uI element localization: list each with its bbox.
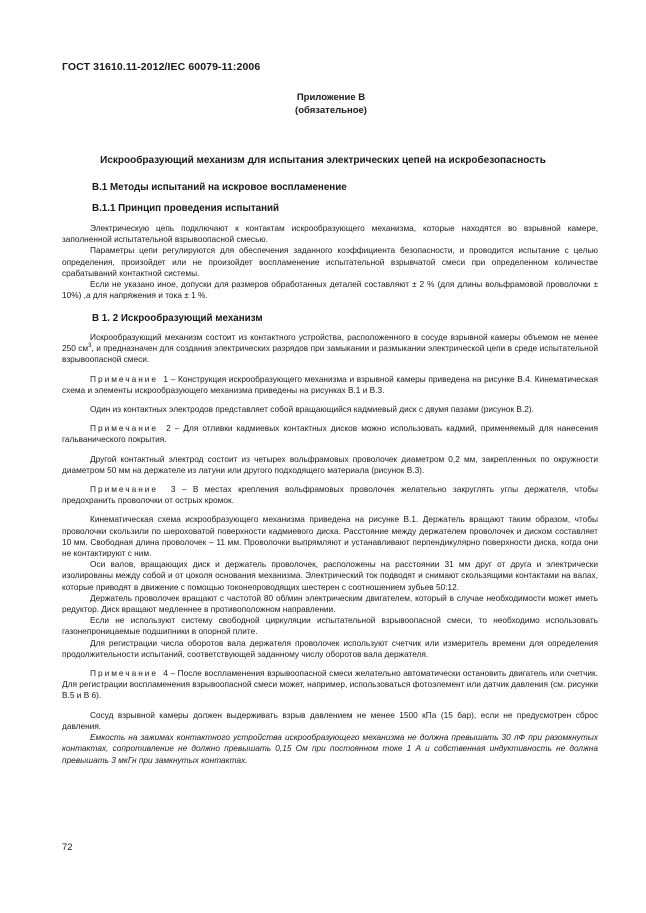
heading-b11: В.1.1 Принцип проведения испытаний xyxy=(92,203,280,214)
note-1: Примечание 1 – Конструкция искрообразующего механизма и взрывной камеры приведена на рисунке В.4. Кинематическая схема и элементы искрообразующего механизма приведены на рисунках В.1 и В.3. xyxy=(62,373,598,395)
standard-header: ГОСТ 31610.11-2012/IEC 60079-11:2006 xyxy=(62,61,261,73)
paragraph: Держатель проволочек вращают с частотой 80 об/мин электрическим двигателем, который в случае необходимости может иметь редуктор. Диск вращают медленнее в противоположном направлении. xyxy=(62,592,598,615)
heading-b12: В 1. 2 Искрообразующий механизм xyxy=(92,313,263,324)
paragraph: Электрическую цепь подключают к контактам искрообразующего механизма, которые находятся во взрывной камере, заполненной испытательной взрывоопасной смесью. xyxy=(62,223,598,245)
paragraph: Для регистрации числа оборотов вала держателя проволочек используют счетчик или измеритель времени для определения продолжительности испытаний, соответствующей заданному числу оборотов вала держателя. xyxy=(62,637,598,659)
paragraph: Сосуд взрывной камеры должен выдерживать взрыв давлением не менее 1500 кПа (15 бар), если не предусмотрен сброс давления. xyxy=(62,709,598,731)
paragraph: Один из контактных электродов представляет собой вращающийся кадмиевый диск с двумя пазами (рисунок В.2). xyxy=(90,404,534,415)
note-2: Примечание 2 – Для отливки кадмиевых контактных дисков можно использовать кадмий, применяемый для нанесения гальванического покрытия. xyxy=(62,423,598,445)
paragraph: Кинематическая схема искрообразующего механизма приведена на рисунке В.1. Держатель вращают таким образом, чтобы проволочки скользили по шероховатой поверхности кадмиевого диска. Расстояние между держателем проволочек и диском составляет 10 мм. Свободная длина проволочек – 11 мм. Проволочки выпрямляют и устанавливают перпендикулярно поверхности диска, когда они не контактируют с ним. xyxy=(62,514,598,559)
appendix-status: (обязательное) xyxy=(295,105,367,116)
appendix-title: Приложение В xyxy=(296,92,366,103)
note-label: Примечание xyxy=(90,668,159,679)
paragraph-italic: Емкость на зажимах контактного устройства искрообразующего механизма не должна превышать 30 лФ при разомкнутых контактах, сопротивление не должно превышать 0,15 Ом при постоянном токе 1 А и собственная индуктивность не должна превышать 3 мкГн при замкнутых контактах. xyxy=(62,732,598,765)
heading-b1: В.1 Методы испытаний на искровое воспламенение xyxy=(92,182,347,193)
note-label: Примечание xyxy=(90,423,159,434)
page-number: 72 xyxy=(62,842,73,853)
note-label: Примечание xyxy=(90,373,159,384)
paragraph: Искрообразующий механизм состоит из контактного устройства, расположенного в сосуде взрывной камеры объемом не менее 250 $см^3$, и предназначен для создания электрических разрядов при замыкании и размыкании электрической цепи в среде испытательной взрывоопасной смеси. xyxy=(62,332,598,365)
paragraph: Если не используют систему свободной циркуляции испытательной взрывоопасной смеси, то необходимо использовать газонепроницаемые подшипники в опорной плите. xyxy=(62,615,598,637)
main-title: Искрообразующий механизм для испытания электрических цепей на искробезопасность xyxy=(100,155,546,166)
paragraph: Параметры цепи регулируются для обеспечения заданного коэффициента безопасности, и проводится испытание с целью определения, произойдет или не произойдет воспламенение испытательной взрывчатой смеси при определенном количестве срабатываний контактной системы. xyxy=(62,245,598,278)
paragraph: Другой контактный электрод состоит из четырех вольфрамовых проволочек диаметром 0,2 мм, закрепленных по окружности диаметром 50 мм на держателе из латуни или другого подходящего материала (рисунок В.3). xyxy=(62,453,598,475)
note-4: Примечание 4 – После воспламенения взрывоопасной смеси желательно автоматически остановить двигатель или счетчик. Для регистрации воспламенения взрывоопасной смеси может, например, использоваться фотоэлемент или датчик давления (см. рисунки В.5 и В 6). xyxy=(62,668,598,701)
note-3: Примечание 3 – В местах крепления вольфрамовых проволочек желательно закруглять углы держателя, чтобы предохранить проволочки от острых кромок. xyxy=(62,484,598,506)
note-label: Примечание xyxy=(90,484,159,495)
section-b12-text xyxy=(62,332,598,766)
paragraph: Если не указано иное, допуски для размеров обработанных деталей составляют ± 2 % (для длины вольфрамовой проволочки ± 10%) ,а для напряжения и тока ± 1 %. xyxy=(62,279,598,301)
section-b11-text xyxy=(62,223,598,301)
paragraph: Оси валов, вращающих диск и держатель проволочек, расположены на расстоянии 31 мм друг от друга и электрически изолированы между собой и от цоколя основания механизма. Электрический ток подводят и снимают скользящими контактами на валах, которые приводят в движение с помощью токонепроводящих шестерен с соотношением зубьев 50:12. xyxy=(62,559,598,592)
